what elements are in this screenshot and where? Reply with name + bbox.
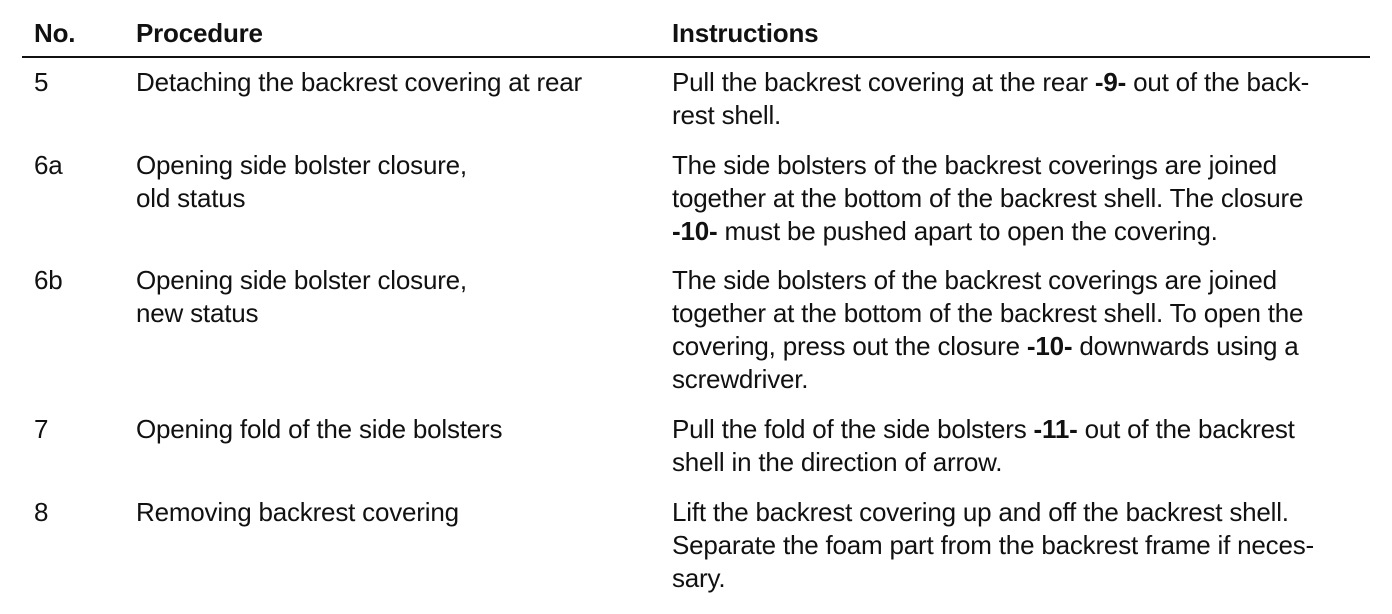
row-number: 7	[34, 414, 49, 444]
instruction-line: together at the bottom of the backrest shell. The closure	[672, 183, 1304, 213]
procedure-line: Removing backrest covering	[136, 497, 459, 527]
part-reference: -11-	[1033, 414, 1078, 444]
instructions-cell	[672, 66, 1309, 132]
instruction-text: out of the backrest	[1077, 414, 1295, 444]
row-number: 6a	[34, 150, 63, 180]
procedure-cell	[136, 264, 467, 330]
instructions-cell	[672, 149, 1303, 248]
instruction-line: Lift the backrest covering up and off the backrest shell.	[672, 497, 1289, 527]
instruction-line: The side bolsters of the backrest coverings are joined	[672, 265, 1277, 295]
instruction-line	[672, 66, 1309, 99]
procedure-line: Opening side bolster closure,	[136, 265, 467, 295]
procedure-cell	[136, 413, 502, 446]
instructions-cell	[672, 496, 1314, 595]
instructions-cell	[672, 264, 1303, 396]
instruction-text: out of the back-	[1126, 67, 1310, 97]
instruction-line: rest shell.	[672, 100, 782, 130]
procedure-line: Detaching the backrest covering at rear	[136, 67, 582, 97]
instruction-line: sary.	[672, 563, 726, 593]
instruction-line: together at the bottom of the backrest shell. To open the	[672, 298, 1304, 328]
procedure-cell	[136, 66, 582, 99]
row-number: 8	[34, 497, 49, 527]
instruction-text: Pull the backrest covering at the rear	[672, 67, 1095, 97]
header-instructions: Instructions	[672, 18, 819, 48]
part-reference: -10-	[672, 216, 718, 246]
procedure-line: Opening side bolster closure,	[136, 150, 467, 180]
instruction-text: Pull the fold of the side bolsters	[672, 414, 1034, 444]
procedure-line: old status	[136, 183, 246, 213]
instructions-cell	[672, 413, 1295, 479]
procedure-line: new status	[136, 298, 259, 328]
table-header	[22, 14, 1370, 58]
instruction-text: downwards using a	[1072, 331, 1299, 361]
instruction-line	[672, 413, 1295, 446]
instruction-line	[672, 215, 1303, 248]
part-reference: -10-	[1026, 331, 1073, 361]
row-number: 5	[34, 67, 49, 97]
procedure-line: Opening fold of the side bolsters	[136, 414, 503, 444]
instruction-line: The side bolsters of the backrest coverings are joined	[672, 150, 1277, 180]
instruction-line: Separate the foam part from the backrest frame if neces-	[672, 530, 1314, 560]
procedure-cell	[136, 149, 467, 215]
procedure-cell	[136, 496, 459, 529]
instruction-text: covering, press out the closure	[672, 331, 1027, 361]
header-procedure: Procedure	[136, 18, 263, 48]
row-number: 6b	[34, 265, 63, 295]
part-reference: -9-	[1094, 67, 1127, 97]
instruction-line	[672, 330, 1303, 363]
header-no: No.	[34, 18, 76, 48]
instruction-line: shell in the direction of arrow.	[672, 447, 1003, 477]
instruction-text: must be pushed apart to open the covering.	[717, 216, 1218, 246]
instruction-line: screwdriver.	[672, 364, 809, 394]
